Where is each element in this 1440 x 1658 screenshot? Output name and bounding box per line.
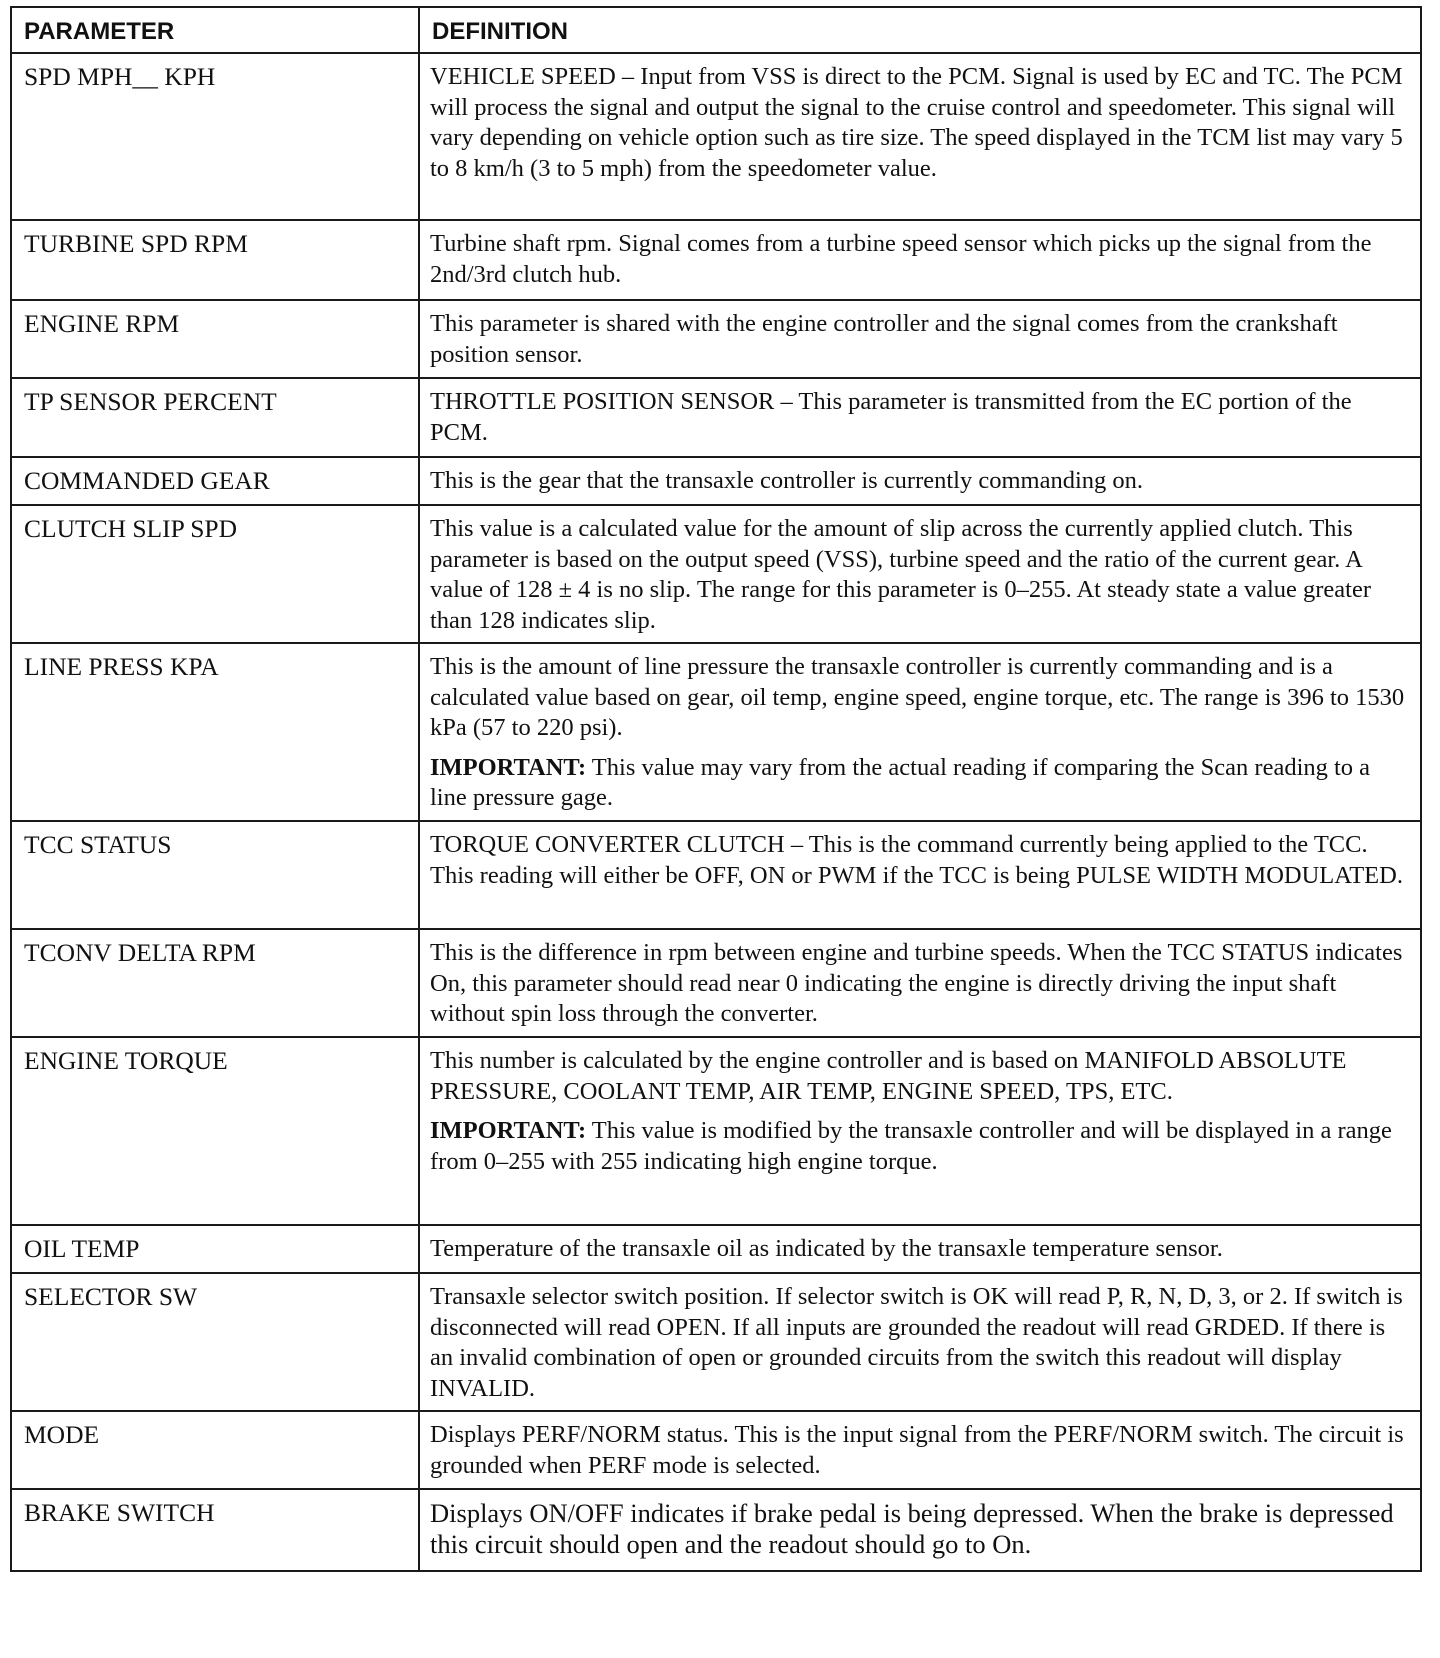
parameter-name: MODE <box>11 1411 419 1489</box>
parameter-definition <box>419 220 1421 300</box>
parameter-name: TP SENSOR PERCENT <box>11 378 419 457</box>
important-label: IMPORTANT: <box>430 1117 587 1144</box>
important-label: IMPORTANT: <box>430 753 587 781</box>
parameter-name: TCC STATUS <box>11 821 419 929</box>
table-row <box>11 457 1421 505</box>
table-row <box>11 821 1421 929</box>
definition-text: This parameter is shared with the engine controller and the signal comes from the crankshaft position sensor. <box>430 310 1338 368</box>
table-row <box>11 1411 1421 1489</box>
parameter-definition <box>419 1411 1421 1489</box>
important-note <box>430 753 1410 814</box>
important-note <box>430 1116 1410 1177</box>
parameter-definition <box>419 1489 1421 1571</box>
parameter-definition <box>419 1037 1421 1225</box>
important-text: This value is modified by the transaxle controller and will be displayed in a range from 0–255 with 255 indicating high engine torque. <box>430 1117 1392 1175</box>
definition-text: Temperature of the transaxle oil as indicated by the transaxle temperature sensor. <box>430 1235 1223 1262</box>
definition-text: This value is a calculated value for the amount of slip across the currently applied clutch. This parameter is based on the output speed (VSS), turbine speed and the ratio of the current gear. A value of 128 ± 4 is no slip. The range for this parameter is 0–255. At steady state a value greater than 128 indicates slip. <box>430 515 1372 634</box>
parameter-name: BRAKE SWITCH <box>11 1489 419 1571</box>
definition-text: This is the gear that the transaxle controller is currently commanding on. <box>430 467 1144 494</box>
parameter-definition <box>419 643 1421 821</box>
parameter-definition <box>419 378 1421 457</box>
definition-text: Displays ON/OFF indicates if brake pedal is being depressed. When the brake is depressed this circuit should open and the readout should go to On. <box>430 1498 1394 1559</box>
parameter-name: TURBINE SPD RPM <box>11 220 419 300</box>
parameter-name: ENGINE RPM <box>11 300 419 378</box>
parameter-definition <box>419 53 1421 220</box>
definition-text: This number is calculated by the engine controller and is based on MANIFOLD ABSOLUTE PRESSURE, COOLANT TEMP, AIR TEMP, ENGINE SPEED, TPS, ETC. <box>430 1047 1347 1105</box>
parameter-name: SPD MPH__ KPH <box>11 53 419 220</box>
table-row <box>11 1273 1421 1411</box>
table-row <box>11 1489 1421 1571</box>
table-row <box>11 300 1421 378</box>
parameter-name: ENGINE TORQUE <box>11 1037 419 1225</box>
column-header-parameter: PARAMETER <box>11 7 419 53</box>
parameter-name: LINE PRESS KPA <box>11 643 419 821</box>
parameter-definition <box>419 457 1421 505</box>
parameter-name: COMMANDED GEAR <box>11 457 419 505</box>
parameter-definition <box>419 1225 1421 1273</box>
definition-text: Displays PERF/NORM status. This is the input signal from the PERF/NORM switch. The circuit is grounded when PERF mode is selected. <box>430 1421 1404 1479</box>
parameter-definition <box>419 929 1421 1037</box>
definition-text: This is the difference in rpm between engine and turbine speeds. When the TCC STATUS indicates On, this parameter should read near 0 indicating the engine is directly driving the input shaft without spin loss through the converter. <box>430 939 1403 1027</box>
table-row <box>11 505 1421 643</box>
parameter-name: TCONV DELTA RPM <box>11 929 419 1037</box>
parameter-definition <box>419 1273 1421 1411</box>
definition-text: THROTTLE POSITION SENSOR – This parameter is transmitted from the EC portion of the PCM. <box>430 388 1352 446</box>
document-page <box>10 6 1420 1572</box>
table-header-row <box>11 7 1421 53</box>
parameter-definition-table <box>10 6 1422 1572</box>
parameter-definition <box>419 821 1421 929</box>
table-row <box>11 1225 1421 1273</box>
definition-text: Transaxle selector switch position. If selector switch is OK will read P, R, N, D, 3, or 2. If switch is disconnected will read OPEN. If all inputs are grounded the readout will read GRDED. If there is an invalid combination of open or grounded circuits from the switch this readout will display INVALID. <box>430 1283 1403 1402</box>
definition-text: This is the amount of line pressure the transaxle controller is currently commanding and is a calculated value based on gear, oil temp, engine speed, engine torque, etc. The range is 396 to 1530 kPa (57 to 220 psi). <box>430 653 1405 741</box>
parameter-name: CLUTCH SLIP SPD <box>11 505 419 643</box>
table-row <box>11 643 1421 821</box>
parameter-definition <box>419 505 1421 643</box>
important-text: This value may vary from the actual reading if comparing the Scan reading to a line pressure gage. <box>430 753 1371 811</box>
table-row <box>11 1037 1421 1225</box>
definition-text: VEHICLE SPEED – Input from VSS is direct to the PCM. Signal is used by EC and TC. The PCM will process the signal and output the signal to the cruise control and speedometer. This signal will vary depending on vehicle option such as tire size. The speed displayed in the TCM list may vary 5 to 8 km/h (3 to 5 mph) from the speedometer value. <box>430 63 1403 182</box>
table-row <box>11 929 1421 1037</box>
table-row <box>11 220 1421 300</box>
parameter-name: OIL TEMP <box>11 1225 419 1273</box>
table-row <box>11 378 1421 457</box>
parameter-definition <box>419 300 1421 378</box>
definition-text: Turbine shaft rpm. Signal comes from a turbine speed sensor which picks up the signal from the 2nd/3rd clutch hub. <box>430 230 1372 288</box>
column-header-definition: DEFINITION <box>419 7 1421 53</box>
table-row <box>11 53 1421 220</box>
parameter-name: SELECTOR SW <box>11 1273 419 1411</box>
definition-text: TORQUE CONVERTER CLUTCH – This is the command currently being applied to the TCC. This reading will either be OFF, ON or PWM if the TCC is being PULSE WIDTH MODULATED. <box>430 831 1403 889</box>
